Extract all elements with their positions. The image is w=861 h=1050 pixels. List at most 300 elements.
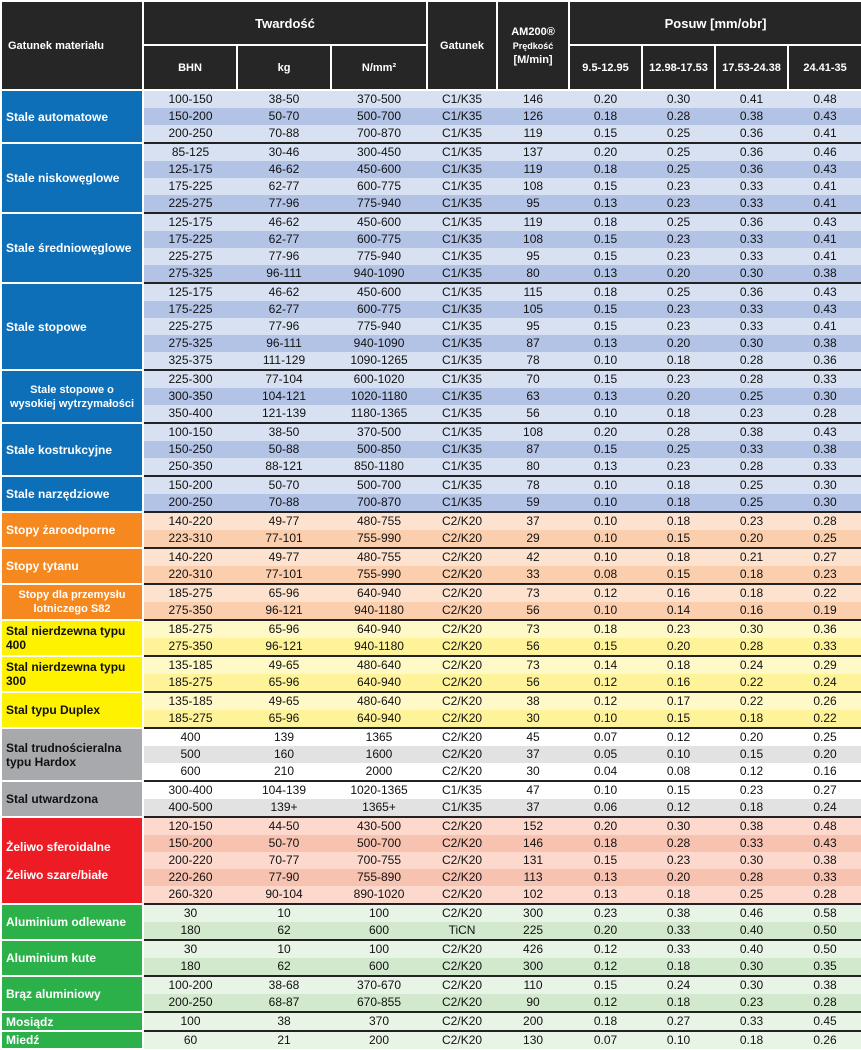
table-cell: 0.12 bbox=[569, 994, 642, 1012]
material-name bbox=[1, 1031, 143, 1049]
table-cell: 0.22 bbox=[788, 584, 861, 602]
table-row bbox=[1, 1012, 861, 1031]
table-cell: 0.28 bbox=[642, 835, 715, 852]
table-cell: 0.23 bbox=[715, 512, 788, 530]
table-cell: C2/K20 bbox=[427, 763, 497, 781]
table-cell: 1090-1265 bbox=[331, 352, 427, 370]
table-cell: 1020-1180 bbox=[331, 388, 427, 405]
table-cell: 87 bbox=[497, 335, 569, 352]
table-cell: 95 bbox=[497, 195, 569, 213]
table-cell: 125-175 bbox=[143, 213, 237, 231]
table-cell: 0.33 bbox=[788, 869, 861, 886]
material-label: Stale kostrukcyjne bbox=[6, 442, 113, 457]
table-cell: 260-320 bbox=[143, 886, 237, 904]
table-cell: 0.33 bbox=[788, 638, 861, 656]
table-cell: 50-70 bbox=[237, 835, 331, 852]
material-label: Stale niskowęglowe bbox=[6, 171, 120, 185]
table-cell: 0.20 bbox=[569, 423, 642, 441]
table-cell: 1020-1365 bbox=[331, 781, 427, 799]
table-cell: 0.15 bbox=[569, 248, 642, 265]
table-cell: 0.33 bbox=[715, 318, 788, 335]
table-cell: 0.43 bbox=[788, 213, 861, 231]
table-cell: 0.06 bbox=[569, 799, 642, 817]
table-cell: C1/K35 bbox=[427, 476, 497, 494]
header-am200: AM200® bbox=[511, 25, 555, 38]
table-cell: 140-220 bbox=[143, 548, 237, 566]
table-cell: 0.18 bbox=[569, 835, 642, 852]
table-cell: C2/K20 bbox=[427, 692, 497, 710]
table-cell: 0.15 bbox=[569, 441, 642, 458]
table-cell: 0.30 bbox=[642, 90, 715, 108]
table-cell: 1600 bbox=[331, 746, 427, 763]
table-cell: 62-77 bbox=[237, 231, 331, 248]
table-cell: 137 bbox=[497, 143, 569, 161]
table-row bbox=[1, 1031, 861, 1049]
table-cell: 0.20 bbox=[788, 746, 861, 763]
table-cell: 0.23 bbox=[642, 318, 715, 335]
material-label: Mosiądz bbox=[6, 1014, 54, 1029]
table-cell: 775-940 bbox=[331, 248, 427, 265]
table-cell: 0.25 bbox=[642, 213, 715, 231]
table-cell: 426 bbox=[497, 940, 569, 958]
table-cell: C1/K35 bbox=[427, 125, 497, 143]
table-cell: 100-150 bbox=[143, 423, 237, 441]
table-row bbox=[1, 904, 861, 922]
table-cell: 50-70 bbox=[237, 108, 331, 125]
table-cell: 50-88 bbox=[237, 441, 331, 458]
table-cell: 0.23 bbox=[642, 458, 715, 476]
table-cell: 0.25 bbox=[788, 728, 861, 746]
table-cell: 940-1180 bbox=[331, 602, 427, 620]
table-cell: 185-275 bbox=[143, 674, 237, 692]
table-cell: 30 bbox=[143, 940, 237, 958]
table-cell: 0.13 bbox=[569, 886, 642, 904]
table-cell: 150-200 bbox=[143, 476, 237, 494]
table-cell: 600 bbox=[143, 763, 237, 781]
table-cell: C2/K20 bbox=[427, 674, 497, 692]
table-cell: 0.14 bbox=[642, 602, 715, 620]
table-cell: 70-88 bbox=[237, 494, 331, 512]
material-name bbox=[1, 817, 143, 904]
table-cell: 38 bbox=[497, 692, 569, 710]
table-cell: C1/K35 bbox=[427, 143, 497, 161]
table-cell: 0.46 bbox=[788, 143, 861, 161]
table-cell: 640-940 bbox=[331, 674, 427, 692]
table-cell: 45 bbox=[497, 728, 569, 746]
table-cell: 96-121 bbox=[237, 638, 331, 656]
table-cell: 63 bbox=[497, 388, 569, 405]
material-name bbox=[1, 620, 143, 656]
table-cell: C2/K20 bbox=[427, 817, 497, 835]
table-cell: 775-940 bbox=[331, 195, 427, 213]
table-cell: 0.30 bbox=[788, 476, 861, 494]
table-cell: 139+ bbox=[237, 799, 331, 817]
table-cell: 300 bbox=[497, 958, 569, 976]
table-cell: 0.08 bbox=[569, 566, 642, 584]
header-bhn: BHN bbox=[143, 45, 237, 90]
table-cell: 275-350 bbox=[143, 638, 237, 656]
table-cell: 44-50 bbox=[237, 817, 331, 835]
table-cell: 0.28 bbox=[642, 108, 715, 125]
table-cell: 70 bbox=[497, 370, 569, 388]
table-cell: C2/K20 bbox=[427, 746, 497, 763]
table-cell: 0.28 bbox=[715, 869, 788, 886]
table-cell: 450-600 bbox=[331, 161, 427, 178]
table-cell: 0.22 bbox=[788, 710, 861, 728]
table-cell: 0.38 bbox=[788, 852, 861, 869]
table-cell: 0.10 bbox=[569, 405, 642, 423]
table-cell: 47 bbox=[497, 781, 569, 799]
material-label: Stopy żaroodporne bbox=[6, 523, 116, 537]
header-feed-4: 24.41-35 bbox=[788, 45, 861, 90]
table-cell: 175-225 bbox=[143, 231, 237, 248]
table-cell: 0.15 bbox=[569, 852, 642, 869]
table-cell: 0.15 bbox=[642, 566, 715, 584]
table-cell: 50-70 bbox=[237, 476, 331, 494]
table-cell: C2/K20 bbox=[427, 530, 497, 548]
table-cell: C1/K35 bbox=[427, 195, 497, 213]
table-cell: 0.25 bbox=[642, 125, 715, 143]
table-cell: C2/K20 bbox=[427, 638, 497, 656]
table-cell: 755-990 bbox=[331, 530, 427, 548]
header-nmm2: N/mm² bbox=[331, 45, 427, 90]
table-cell: 0.21 bbox=[715, 548, 788, 566]
table-cell: 49-77 bbox=[237, 548, 331, 566]
table-cell: 0.43 bbox=[788, 423, 861, 441]
material-label: Stale stopowe bbox=[6, 319, 87, 334]
table-cell: 0.30 bbox=[715, 976, 788, 994]
table-cell: 21 bbox=[237, 1031, 331, 1049]
table-cell: C2/K20 bbox=[427, 620, 497, 638]
table-cell: 0.41 bbox=[788, 248, 861, 265]
table-cell: 0.25 bbox=[715, 886, 788, 904]
material-name bbox=[1, 1012, 143, 1031]
table-cell: C1/K35 bbox=[427, 423, 497, 441]
table-cell: 59 bbox=[497, 494, 569, 512]
table-cell: 0.23 bbox=[715, 405, 788, 423]
table-cell: 73 bbox=[497, 584, 569, 602]
header-feed-3: 17.53-24.38 bbox=[715, 45, 788, 90]
table-cell: 0.13 bbox=[569, 388, 642, 405]
table-cell: 0.12 bbox=[569, 958, 642, 976]
table-cell: 111-129 bbox=[237, 352, 331, 370]
table-cell: 42 bbox=[497, 548, 569, 566]
material-label: Stale automatowe bbox=[6, 109, 109, 124]
table-cell: C2/K20 bbox=[427, 835, 497, 852]
material-label: Stal utwardzona bbox=[6, 792, 99, 806]
table-cell: 95 bbox=[497, 248, 569, 265]
table-row bbox=[1, 370, 861, 388]
table-cell: 0.18 bbox=[642, 405, 715, 423]
table-cell: 775-940 bbox=[331, 318, 427, 335]
table-cell: C1/K35 bbox=[427, 283, 497, 301]
header-speed bbox=[497, 1, 569, 90]
table-cell: 0.36 bbox=[788, 620, 861, 638]
table-cell: 160 bbox=[237, 746, 331, 763]
table-cell: 0.10 bbox=[569, 512, 642, 530]
table-cell: 96-111 bbox=[237, 335, 331, 352]
material-label: Stal nierdzewna typu 300 bbox=[6, 660, 126, 688]
table-cell: 0.23 bbox=[642, 852, 715, 869]
table-cell: 146 bbox=[497, 835, 569, 852]
table-cell: 38-68 bbox=[237, 976, 331, 994]
table-cell: 37 bbox=[497, 799, 569, 817]
table-cell: 108 bbox=[497, 231, 569, 248]
table-cell: 0.27 bbox=[788, 781, 861, 799]
table-cell: 0.15 bbox=[715, 746, 788, 763]
table-cell: 0.24 bbox=[788, 674, 861, 692]
table-cell: 0.43 bbox=[788, 835, 861, 852]
table-cell: C2/K20 bbox=[427, 940, 497, 958]
table-cell: 85-125 bbox=[143, 143, 237, 161]
table-cell: 0.30 bbox=[715, 852, 788, 869]
table-row bbox=[1, 656, 861, 674]
table-cell: 0.23 bbox=[642, 231, 715, 248]
table-cell: C2/K20 bbox=[427, 958, 497, 976]
material-name bbox=[1, 213, 143, 283]
table-cell: 0.12 bbox=[569, 692, 642, 710]
table-row bbox=[1, 476, 861, 494]
table-cell: 0.15 bbox=[569, 125, 642, 143]
table-cell: 0.30 bbox=[715, 265, 788, 283]
table-cell: 77-104 bbox=[237, 370, 331, 388]
table-cell: 225-300 bbox=[143, 370, 237, 388]
table-cell: 0.10 bbox=[642, 1031, 715, 1049]
table-cell: 62-77 bbox=[237, 178, 331, 195]
table-cell: 0.15 bbox=[569, 301, 642, 318]
table-cell: C1/K35 bbox=[427, 248, 497, 265]
table-cell: 65-96 bbox=[237, 584, 331, 602]
table-cell: C1/K35 bbox=[427, 178, 497, 195]
table-cell: 0.10 bbox=[569, 710, 642, 728]
table-cell: 0.33 bbox=[642, 922, 715, 940]
table-cell: 940-1090 bbox=[331, 335, 427, 352]
table-row bbox=[1, 692, 861, 710]
table-cell: 0.25 bbox=[715, 388, 788, 405]
table-cell: 119 bbox=[497, 161, 569, 178]
table-cell: 77-96 bbox=[237, 318, 331, 335]
table-cell: 0.43 bbox=[788, 301, 861, 318]
table-cell: C2/K20 bbox=[427, 710, 497, 728]
table-cell: 125-175 bbox=[143, 283, 237, 301]
table-cell: 60 bbox=[143, 1031, 237, 1049]
material-name bbox=[1, 781, 143, 817]
table-cell: 70-88 bbox=[237, 125, 331, 143]
material-label: Żeliwo sferoidalne bbox=[6, 839, 111, 854]
table-cell: 0.25 bbox=[642, 283, 715, 301]
table-cell: 0.23 bbox=[642, 248, 715, 265]
table-cell: 0.18 bbox=[642, 476, 715, 494]
table-cell: C1/K35 bbox=[427, 161, 497, 178]
table-cell: 0.16 bbox=[715, 602, 788, 620]
table-row bbox=[1, 620, 861, 638]
table-cell: 370-500 bbox=[331, 90, 427, 108]
material-name bbox=[1, 423, 143, 476]
table-cell: 0.38 bbox=[788, 335, 861, 352]
table-cell: 10 bbox=[237, 940, 331, 958]
material-label: Stale stopowe o wysokiej wytrzymałości bbox=[9, 383, 135, 410]
table-cell: 0.10 bbox=[569, 781, 642, 799]
table-cell: 119 bbox=[497, 213, 569, 231]
table-cell: 0.13 bbox=[569, 458, 642, 476]
table-cell: 0.43 bbox=[788, 283, 861, 301]
table-cell: 140-220 bbox=[143, 512, 237, 530]
table-cell: C2/K20 bbox=[427, 994, 497, 1012]
table-cell: 0.28 bbox=[788, 886, 861, 904]
material-name bbox=[1, 692, 143, 728]
table-cell: 100-200 bbox=[143, 976, 237, 994]
table-cell: 0.20 bbox=[569, 922, 642, 940]
table-cell: 0.36 bbox=[715, 143, 788, 161]
table-cell: TiCN bbox=[427, 922, 497, 940]
table-cell: C2/K20 bbox=[427, 869, 497, 886]
material-name bbox=[1, 584, 143, 620]
material-label: Brąz aluminiowy bbox=[6, 987, 101, 1001]
table-cell: 0.20 bbox=[569, 817, 642, 835]
table-cell: 10 bbox=[237, 904, 331, 922]
material-name bbox=[1, 283, 143, 370]
table-cell: 0.43 bbox=[788, 108, 861, 125]
material-name bbox=[1, 548, 143, 584]
table-cell: 400-500 bbox=[143, 799, 237, 817]
table-cell: C1/K35 bbox=[427, 458, 497, 476]
table-row bbox=[1, 90, 861, 108]
table-cell: 480-640 bbox=[331, 692, 427, 710]
table-cell: 640-940 bbox=[331, 710, 427, 728]
table-cell: 0.25 bbox=[715, 476, 788, 494]
table-cell: 0.46 bbox=[715, 904, 788, 922]
table-cell: 150-200 bbox=[143, 108, 237, 125]
table-cell: 115 bbox=[497, 283, 569, 301]
table-cell: 0.45 bbox=[788, 1012, 861, 1031]
table-cell: 30 bbox=[497, 763, 569, 781]
table-cell: 480-755 bbox=[331, 548, 427, 566]
table-cell: C1/K35 bbox=[427, 108, 497, 125]
table-cell: 850-1180 bbox=[331, 458, 427, 476]
table-cell: 600-775 bbox=[331, 231, 427, 248]
table-cell: 0.33 bbox=[642, 940, 715, 958]
table-cell: 104-121 bbox=[237, 388, 331, 405]
table-cell: 200-250 bbox=[143, 994, 237, 1012]
table-cell: C1/K35 bbox=[427, 213, 497, 231]
table-cell: 146 bbox=[497, 90, 569, 108]
table-cell: 90 bbox=[497, 994, 569, 1012]
table-cell: 37 bbox=[497, 746, 569, 763]
table-cell: 110 bbox=[497, 976, 569, 994]
table-cell: 38-50 bbox=[237, 423, 331, 441]
table-cell: 0.07 bbox=[569, 728, 642, 746]
table-cell: 77-101 bbox=[237, 530, 331, 548]
table-cell: C1/K35 bbox=[427, 335, 497, 352]
table-cell: 0.23 bbox=[788, 566, 861, 584]
table-cell: 600-1020 bbox=[331, 370, 427, 388]
material-name bbox=[1, 976, 143, 1012]
table-cell: 30-46 bbox=[237, 143, 331, 161]
material-name bbox=[1, 143, 143, 213]
material-label: Stal trudnościeralna typu Hardox bbox=[6, 740, 122, 769]
table-cell: 325-375 bbox=[143, 352, 237, 370]
table-cell: 0.36 bbox=[715, 283, 788, 301]
table-cell: 200 bbox=[331, 1031, 427, 1049]
table-cell: C1/K35 bbox=[427, 231, 497, 248]
table-cell: C1/K35 bbox=[427, 799, 497, 817]
table-cell: 670-855 bbox=[331, 994, 427, 1012]
table-cell: 80 bbox=[497, 458, 569, 476]
table-cell: 46-62 bbox=[237, 161, 331, 178]
table-cell: C2/K20 bbox=[427, 566, 497, 584]
table-cell: 0.13 bbox=[569, 195, 642, 213]
table-cell: 700-870 bbox=[331, 494, 427, 512]
table-cell: C1/K35 bbox=[427, 441, 497, 458]
table-cell: 68-87 bbox=[237, 994, 331, 1012]
material-label: Stal typu Duplex bbox=[6, 703, 101, 717]
table-cell: 62 bbox=[237, 922, 331, 940]
table-cell: 0.10 bbox=[569, 530, 642, 548]
table-cell: 300 bbox=[497, 904, 569, 922]
table-cell: 0.17 bbox=[642, 692, 715, 710]
table-cell: 100-150 bbox=[143, 90, 237, 108]
table-cell: 220-310 bbox=[143, 566, 237, 584]
table-cell: 119 bbox=[497, 125, 569, 143]
table-cell: 0.30 bbox=[788, 494, 861, 512]
table-cell: 0.22 bbox=[715, 674, 788, 692]
table-cell: 62 bbox=[237, 958, 331, 976]
table-cell: 225-275 bbox=[143, 318, 237, 335]
table-cell: 0.15 bbox=[642, 530, 715, 548]
table-cell: 0.28 bbox=[788, 405, 861, 423]
table-cell: 0.33 bbox=[715, 835, 788, 852]
table-cell: 1180-1365 bbox=[331, 405, 427, 423]
table-cell: 0.18 bbox=[642, 886, 715, 904]
table-cell: 0.24 bbox=[715, 656, 788, 674]
table-cell: C2/K20 bbox=[427, 548, 497, 566]
table-cell: 33 bbox=[497, 566, 569, 584]
table-cell: 37 bbox=[497, 512, 569, 530]
table-cell: C1/K35 bbox=[427, 90, 497, 108]
table-cell: 108 bbox=[497, 423, 569, 441]
table-cell: 0.15 bbox=[642, 781, 715, 799]
table-cell: 0.30 bbox=[788, 388, 861, 405]
table-cell: 0.23 bbox=[715, 994, 788, 1012]
table-cell: 0.18 bbox=[569, 213, 642, 231]
table-cell: 0.30 bbox=[642, 817, 715, 835]
table-cell: 0.38 bbox=[715, 108, 788, 125]
table-cell: 100 bbox=[143, 1012, 237, 1031]
table-cell: 225 bbox=[497, 922, 569, 940]
table-cell: 121-139 bbox=[237, 405, 331, 423]
table-cell: 500-850 bbox=[331, 441, 427, 458]
table-row bbox=[1, 728, 861, 746]
table-cell: 0.15 bbox=[642, 710, 715, 728]
table-cell: 275-350 bbox=[143, 602, 237, 620]
table-cell: 0.23 bbox=[642, 195, 715, 213]
table-cell: 65-96 bbox=[237, 710, 331, 728]
table-cell: 0.15 bbox=[569, 638, 642, 656]
header-feed: Posuw [mm/obr] bbox=[569, 1, 861, 45]
table-cell: 0.30 bbox=[715, 958, 788, 976]
table-cell: 0.19 bbox=[788, 602, 861, 620]
table-cell: 0.12 bbox=[569, 584, 642, 602]
table-cell: 30 bbox=[497, 710, 569, 728]
table-cell: 56 bbox=[497, 602, 569, 620]
table-cell: 480-640 bbox=[331, 656, 427, 674]
table-cell: 0.28 bbox=[642, 423, 715, 441]
table-cell: 108 bbox=[497, 178, 569, 195]
table-cell: C2/K20 bbox=[427, 852, 497, 869]
table-cell: 175-225 bbox=[143, 178, 237, 195]
table-cell: 0.50 bbox=[788, 940, 861, 958]
table-cell: 78 bbox=[497, 476, 569, 494]
